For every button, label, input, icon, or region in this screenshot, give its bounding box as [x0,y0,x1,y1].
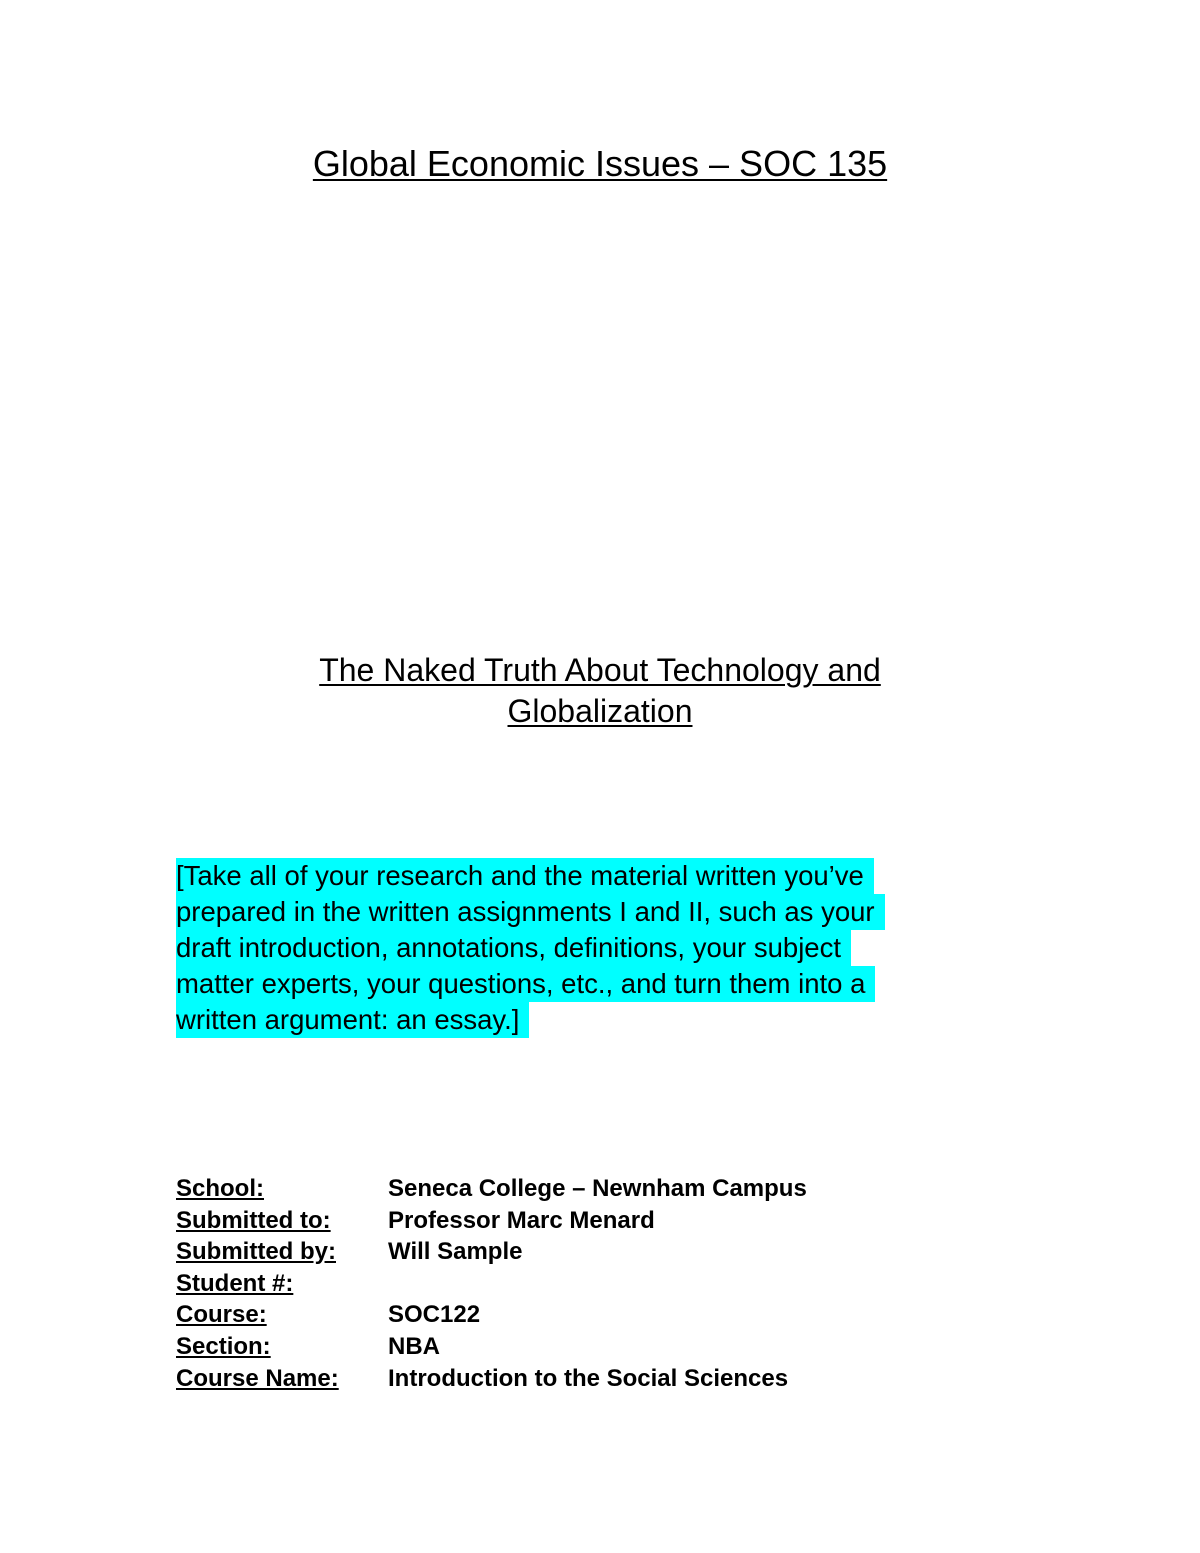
info-label: Course Name: [176,1364,339,1392]
info-label: Submitted by: [176,1238,336,1266]
instructions-line: [Take all of your research and the material written you’ve [176,858,874,894]
info-label: Course: [176,1301,267,1329]
instructions-line: matter experts, your questions, etc., and turn them into a [176,966,875,1002]
info-value: NBA [388,1332,440,1360]
info-value: Seneca College – Newnham Campus [388,1175,807,1202]
info-row-section [176,1331,807,1363]
info-value: Introduction to the Social Sciences [388,1364,789,1392]
info-value: Professor Marc Menard [388,1206,655,1234]
info-value: SOC122 [388,1301,481,1329]
course-title: Global Economic Issues – SOC 135 [312,143,888,184]
instructions-line: prepared in the written assignments I and II, such as your [176,894,885,930]
info-row-school [176,1173,807,1205]
info-label: Student #: [176,1269,294,1297]
info-label: School: [176,1175,264,1202]
submission-info [176,1173,807,1394]
info-row-submitted-by [176,1236,807,1268]
instructions-line: written argument: an essay.] [176,1002,529,1038]
info-value: Will Sample [388,1238,523,1266]
info-row-course [176,1299,807,1331]
info-label: Section: [176,1332,271,1360]
info-row-student-number [176,1268,807,1300]
essay-title [200,650,1000,732]
info-row-course-name [176,1363,807,1395]
instructions-placeholder [176,858,1006,1038]
info-row-submitted-to [176,1205,807,1237]
instructions-line: draft introduction, annotations, definitions, your subject [176,930,851,966]
essay-title-line-2: Globalization [507,693,693,729]
essay-title-line-1: The Naked Truth About Technology and [319,652,881,688]
info-label: Submitted to: [176,1206,331,1234]
